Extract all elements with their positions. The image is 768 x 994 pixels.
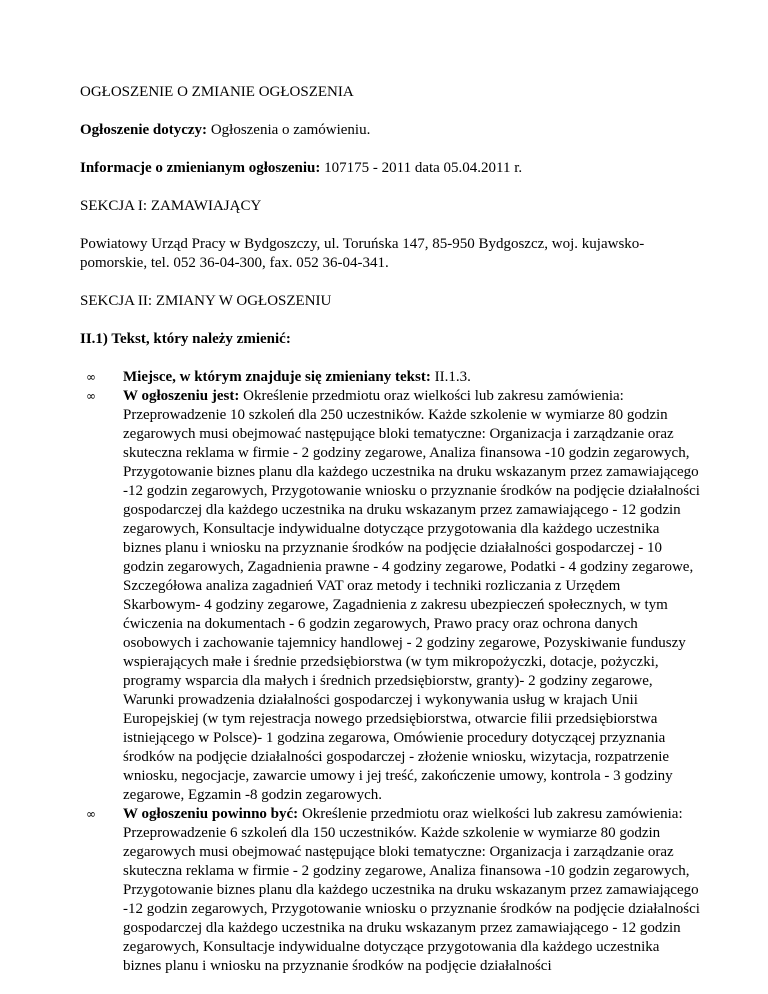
list-item [80, 368, 700, 387]
info-value: 107175 - 2011 data 05.04.2011 r. [320, 160, 523, 176]
contracting-authority-address: Powiatowy Urząd Pracy w Bydgoszczy, ul. Toruńska 147, 85-950 Bydgoszcz, woj. kujawsko-pomorskie, tel. 052 36-04-300, fax. 052 36-04-341. [80, 236, 645, 271]
bullet-icon: ∞ [86, 807, 96, 821]
changes-list [80, 368, 700, 976]
subsection-heading: II.1) Tekst, który należy zmienić: [80, 331, 291, 347]
item-text: II.1.3. [430, 369, 471, 385]
item-text: Określenie przedmiotu oraz wielkości lub zakresu zamówienia: Przeprowadzenie 10 szkoleń dla 250 uczestników. Każde szkolenie w wymiarze 80 godzin zegarowych musi obejmować następujące bloki tematyczne: Organizacja i zarządzanie oraz skuteczna reklama w firmie - 2 godziny zegarowe, Analiza finansowa -10 godzin zegarowych, Przygotowanie biznes planu dla każdego uczestnika na druku wskazanym przez zamawiającego -12 godzin zegarowych, Przygotowanie wniosku o przyznanie środków na podjęcie działalności gospodarczej dla każdego uczestnika na druku wskazanym przez zamawiającego - 12 godzin zegarowych, Konsultacje indywidualne dotyczące przygotowania dla każdego uczestnika biznes planu i wniosku na przyznanie środków na podjęcie działalności gospodarczej - 10 godzin zegarowych, Zagadnienia prawne - 4 godziny zegarowe, Podatki - 4 godziny zegarowe, Szczegółowa analiza zagadnień VAT oraz metody i techniki rozliczania z Urzędem Skarbowym- 4 godziny zegarowe, Zagadnienia z zakresu ubezpieczeń społecznych, w tym ćwiczenia na dokumentach - 6 godzin zegarowych, Prawo pracy oraz ochrona danych osobowych i zachowanie tajemnicy handlowej - 2 godziny zegarowe, Pozyskiwanie funduszy wspierających małe i średnie przedsiębiorstwa (w tym mikropożyczki, dotacje, pożyczki, programy wsparcia dla małych i średnich przedsiębiorstw, granty)- 2 godziny zegarowe, Warunki prowadzenia działalności gospodarczej i wykonywania usług w krajach Unii Europejskiej (w tym rejestracja nowego przedsiębiorstwa, otwarcie filii przedsiębiorstwa istniejącego w Polsce)- 1 godzina zegarowa, Omówienie procedury dotyczącej przyznania środków na podjęcie działalności gospodarczej - złożenie wniosku, wizytacja, rozpatrzenie wniosku, negocjacje, zawarcie umowy i jej treść, zakończenie umowy, kontrola - 3 godziny zegarowe, Egzamin -8 godzin zegarowych. [123, 388, 700, 803]
section-2-heading: SEKCJA II: ZMIANY W OGŁOSZENIU [80, 293, 332, 309]
dotyczy-label: Ogłoszenie dotyczy: [80, 122, 208, 138]
item-label: Miejsce, w którym znajduje się zmieniany tekst: [123, 369, 431, 385]
item-label: W ogłoszeniu jest: [123, 388, 240, 404]
info-line [80, 159, 700, 178]
item-label: W ogłoszeniu powinno być: [123, 806, 299, 822]
document-page [80, 83, 700, 976]
dotyczy-line [80, 121, 700, 140]
document-title: OGŁOSZENIE O ZMIANIE OGŁOSZENIA [80, 84, 354, 100]
list-item [80, 387, 700, 805]
info-label: Informacje o zmienianym ogłoszeniu: [80, 160, 321, 176]
section-1-heading: SEKCJA I: ZAMAWIAJĄCY [80, 198, 262, 214]
bullet-icon: ∞ [86, 389, 96, 403]
list-item [80, 805, 700, 976]
item-text: Określenie przedmiotu oraz wielkości lub zakresu zamówienia: Przeprowadzenie 6 szkoleń dla 150 uczestników. Każde szkolenie w wymiarze 80 godzin zegarowych musi obejmować następujące bloki tematyczne: Organizacja i zarządzanie oraz skuteczna reklama w firmie - 2 godziny zegarowe, Analiza finansowa -10 godzin zegarowych, Przygotowanie biznes planu dla każdego uczestnika na druku wskazanym przez zamawiającego -12 godzin zegarowych, Przygotowanie wniosku o przyznanie środków na podjęcie działalności gospodarczej dla każdego uczestnika na druku wskazanym przez zamawiającego - 12 godzin zegarowych, Konsultacje indywidualne dotyczące przygotowania dla każdego uczestnika biznes planu i wniosku na przyznanie środków na podjęcie działalności [123, 806, 700, 974]
bullet-icon: ∞ [86, 370, 96, 384]
dotyczy-value: Ogłoszenia o zamówieniu. [207, 122, 371, 138]
